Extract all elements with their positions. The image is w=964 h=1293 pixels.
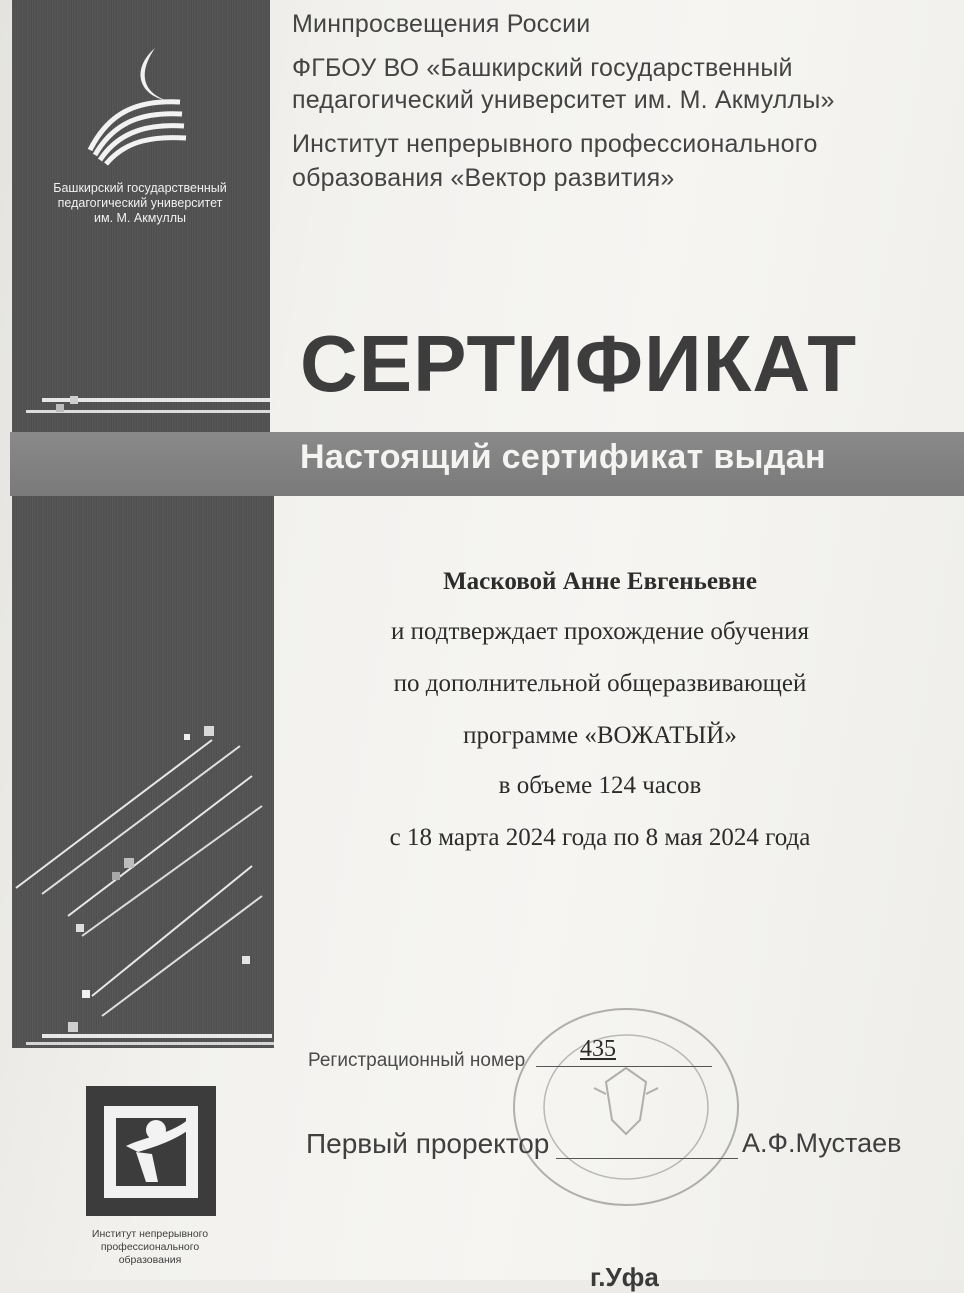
decorative-band-bottom [12,496,274,1048]
logo-caption-line: педагогический университет [57,196,223,210]
band-bottom-decor [12,496,274,1048]
certificate-title: СЕРТИФИКАТ [300,319,858,408]
recipient-name: Масковой Анне Евгеньевне [443,568,757,595]
ministry-name: Минпросвещения России [292,10,591,38]
institute-logo-icon [86,1086,216,1216]
signature-line [556,1158,738,1159]
hours-line: в объеме 124 часов [498,772,702,799]
logo-caption-line: им. М. Акмуллы [94,211,186,225]
university-name-line1: ФГБОУ ВО «Башкирский государственный [292,54,793,82]
body-line-2: по дополнительной общеразвивающей [393,670,807,697]
city-name: г.Уфа [590,1262,659,1292]
date-range-line: с 18 марта 2024 года по 8 мая 2024 года [389,824,811,851]
registration-line [536,1066,712,1067]
registration-label: Регистрационный номер [308,1050,526,1071]
university-logo-icon [70,40,210,170]
inst-caption-line: профессионального [100,1241,200,1253]
institute-logo-caption [68,1228,232,1267]
university-logo-caption [30,181,250,226]
signatory-name: А.Ф.Мустаев [742,1128,902,1158]
program-name: программе «ВОЖАТЫЙ» [463,722,737,749]
official-seal-icon [506,1002,746,1212]
logo-caption-line: Башкирский государственный [53,181,227,195]
inst-caption-line: Институт непрерывного [91,1228,209,1240]
issued-to-text: Настоящий сертификат выдан [300,438,826,476]
body-line-1: и подтверждает прохождение обучения [390,618,810,645]
institute-name-line1: Институт непрерывного профессионального [292,130,818,158]
university-name-line2: педагогический университет им. М. Акмуллы» [292,86,835,114]
inst-caption-line: образования [118,1254,182,1266]
registration-number: 435 [580,1036,616,1062]
institute-name-line2: образования «Вектор развития» [292,164,675,192]
signatory-position: Первый проректор [306,1128,550,1159]
